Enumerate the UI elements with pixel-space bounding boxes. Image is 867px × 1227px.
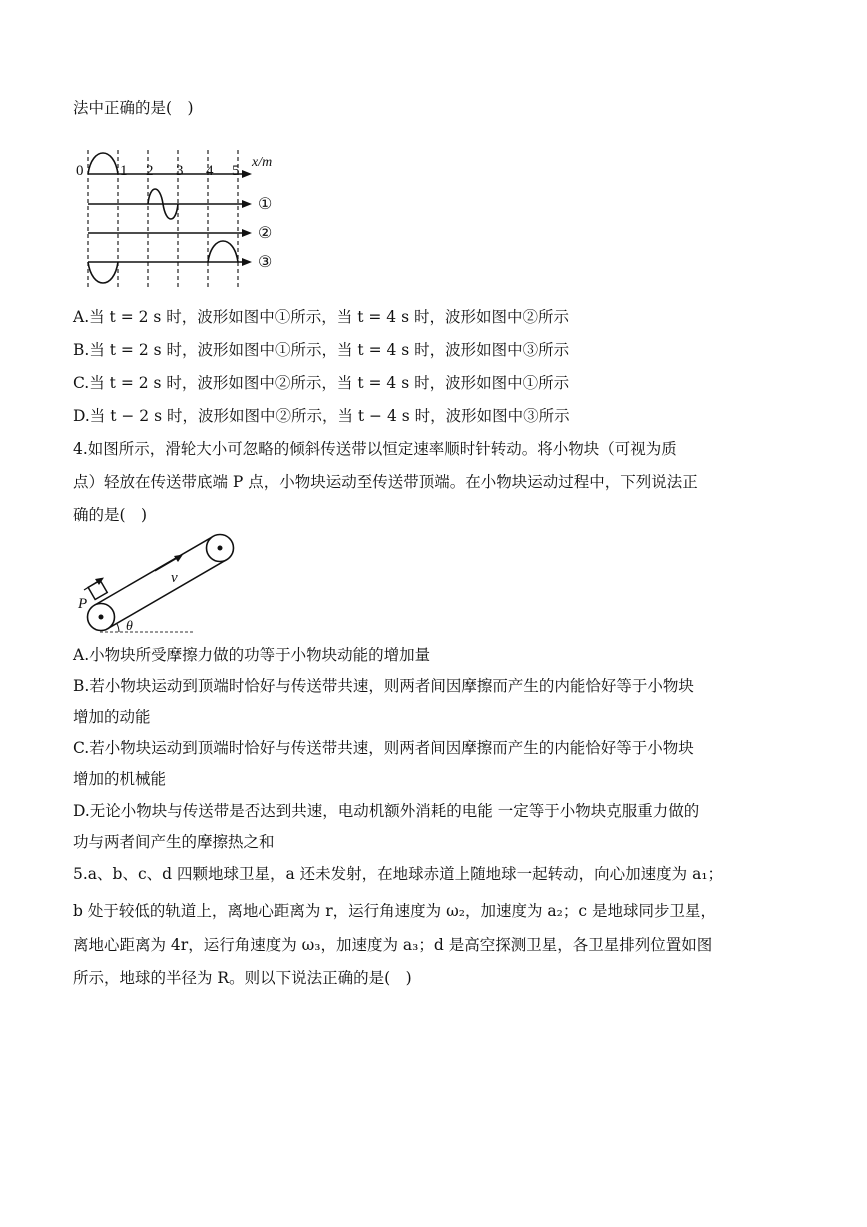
axis-number-0: 0	[76, 163, 84, 179]
wave-row-3-left	[88, 262, 118, 283]
q4-option-b-line-2: 增加的动能	[73, 708, 151, 726]
q3-stem-tail: 法中正确的是( )	[73, 99, 194, 117]
axis-number-2: 2	[146, 163, 154, 179]
q5-stem-line-2: b 处于较低的轨道上，离地心距离为 r，运行角速度为 ω₂，加速度为 a₂；c 是地球同步卫星，	[73, 902, 716, 920]
q5-stem-line-4: 所示，地球的半径为 R。则以下说法正确的是( )	[73, 969, 412, 987]
label-v: v	[171, 570, 178, 586]
q3-option-a: A.当 t = 2 s 时，波形如图中①所示，当 t = 4 s 时，波形如图中②所示	[73, 308, 569, 326]
q4-stem-line-2: 点）轻放在传送带底端 P 点，小物块运动至传送带顶端。在小物块运动过程中，下列说法正	[73, 473, 698, 491]
q4-stem-line-1: 4.如图所示，滑轮大小可忽略的倾斜传送带以恒定速率顺时针转动。将小物块（可视为质	[73, 440, 677, 458]
axis-numbers	[76, 163, 240, 179]
row-label-1: ①	[258, 196, 273, 213]
q4-option-c-line-2: 增加的机械能	[73, 770, 167, 788]
q4-option-a: A.小物块所受摩擦力做的功等于小物块动能的增加量	[73, 646, 431, 664]
conveyor-figure	[70, 530, 250, 638]
q5-stem-line-3: 离地心距离为 4r，运行角速度为 ω₃，加速度为 a₃；d 是高空探测卫星，各卫星排列位置如图	[73, 936, 713, 954]
axis-number-5: 5	[232, 163, 240, 179]
axis-lines	[88, 174, 246, 262]
block-p	[88, 580, 107, 599]
axis-unit-label: x/m	[252, 155, 273, 170]
q4-option-c-line-1: C.若小物块运动到顶端时恰好与传送带共速，则两者间因摩擦而产生的内能恰好等于小物块	[73, 739, 694, 757]
axis-number-3: 3	[176, 163, 184, 179]
label-theta: θ	[126, 619, 133, 634]
wave-figure	[70, 140, 290, 295]
bottom-pulley	[88, 604, 115, 631]
grid-dashed-lines	[88, 150, 238, 288]
q4-option-d-line-2: 功与两者间产生的摩擦热之和	[73, 833, 275, 851]
q5-stem-line-1: 5.a、b、c、d 四颗地球卫星，a 还未发射，在地球赤道上随地球一起转动，向心加速度为 a₁；	[73, 865, 724, 883]
row-label-2: ②	[258, 225, 273, 242]
wave-row-3-right	[208, 241, 238, 262]
q3-option-b: B.当 t = 2 s 时，波形如图中①所示，当 t = 4 s 时，波形如图中③所示	[73, 341, 570, 359]
axis-arrowheads	[242, 170, 252, 266]
label-p: P	[78, 596, 88, 612]
row-label-3: ③	[258, 254, 273, 271]
q3-option-c: C.当 t = 2 s 时，波形如图中②所示，当 t = 4 s 时，波形如图中①所示	[73, 374, 570, 392]
wave-original	[88, 153, 118, 174]
velocity-arrow	[155, 555, 183, 572]
q3-option-d: D.当 t − 2 s 时，波形如图中②所示，当 t − 4 s 时，波形如图中③所示	[73, 407, 570, 425]
axis-number-4: 4	[206, 163, 214, 179]
top-pulley	[207, 535, 234, 562]
q4-option-d-line-1: D.无论小物块与传送带是否达到共速，电动机额外消耗的电能 一定等于小物块克服重力做的	[73, 802, 700, 820]
q4-option-b-line-1: B.若小物块运动到顶端时恰好与传送带共速，则两者间因摩擦而产生的内能恰好等于小物块	[73, 677, 694, 695]
angle-arc	[117, 623, 120, 632]
q4-stem-line-3: 确的是( )	[73, 506, 148, 524]
axis-number-1: 1	[120, 163, 128, 179]
